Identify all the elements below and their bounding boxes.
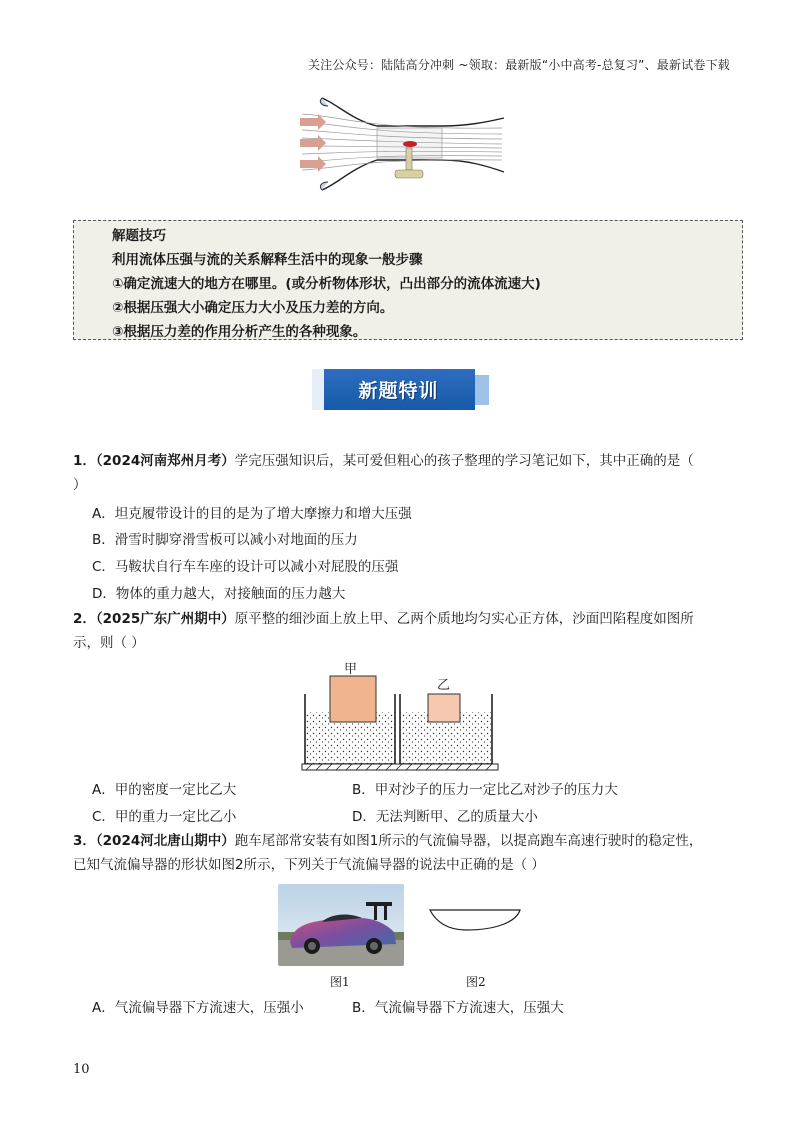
q2-option-c: C．甲的重力一定比乙小 [92,809,237,825]
question-text: 学完压强知识后，某可爱但粗心的孩子整理的学习笔记如下，其中正确的是（ [234,453,694,469]
question-number: 1． [73,453,96,469]
cube-label-b: 乙 [437,678,451,693]
question-text-cont: 已知气流偏导器的形状如图2所示，下列关于气流偏导器的说法中正确的是（ ） [73,857,545,873]
tips-intro: 利用流体压强与流的关系解释生活中的现象一般步骤 [112,252,423,268]
figure-1-caption: 图1 [330,975,350,989]
question-text-cont: 示，则（ ） [73,635,145,651]
fluid-flow-figure [292,94,508,198]
tips-step-1: ①确定流速大的地方在哪里。(或分析物体形状，凸出部分的流体流速大) [112,276,541,292]
q1-option-c: C．马鞍状自行车车座的设计可以减小对屁股的压强 [92,559,399,575]
question-source: （2024河北唐山期中） [95,833,235,849]
tips-title: 解题技巧 [112,228,166,244]
question-1-stem [73,449,753,497]
q1-option-b: B．滑雪时脚穿滑雪板可以减小对地面的压力 [92,532,358,548]
question-text: 跑车尾部常安装有如图1所示的气流偏导器，以提高跑车高速行驶时的稳定性， [234,833,703,849]
sand-cubes-figure [300,654,500,774]
cube-label-a: 甲 [344,662,358,677]
q1-option-a: A．坦克履带设计的目的是为了增大摩擦力和增大压强 [92,506,412,522]
section-banner [322,369,475,410]
tips-step-3: ③根据压力差的作用分析产生的各种现象。 [112,324,367,340]
q3-option-a: A．气流偏导器下方流速大，压强小 [92,1000,304,1016]
banner-title: 新题特训 [358,380,439,402]
question-source: （2024河南郑州月考） [95,453,235,469]
figure-2-caption: 图2 [466,975,486,989]
question-text-cont: ） [73,477,87,493]
tips-box [73,220,743,340]
header-note: 关注公众号：陆陆高分冲刺 ~领取：最新版“小中高考-总复习”、最新试卷下载 [307,58,730,72]
question-2-stem [73,607,753,655]
q2-option-b: B．甲对沙子的压力一定比乙对沙子的压力大 [352,782,618,798]
page-number: 10 [73,1062,90,1077]
spoiler-shape-figure [426,906,526,936]
sports-car-photo [278,884,404,966]
q2-option-a: A．甲的密度一定比乙大 [92,782,237,798]
q3-option-b: B．气流偏导器下方流速大，压强大 [352,1000,564,1016]
question-text: 原平整的细沙面上放上甲、乙两个质地均匀实心正方体，沙面凹陷程度如图所 [234,611,694,627]
question-source: （2025广东广州期中） [95,611,235,627]
tips-step-2: ②根据压强大小确定压力大小及压力差的方向。 [112,300,394,316]
banner-decoration-right [475,375,489,405]
question-3-stem [73,829,763,877]
q1-option-d: D．物体的重力越大，对接触面的压力越大 [92,586,346,602]
question-number: 3． [73,833,96,849]
question-number: 2． [73,611,96,627]
q2-option-d: D．无法判断甲、乙的质量大小 [352,809,538,825]
